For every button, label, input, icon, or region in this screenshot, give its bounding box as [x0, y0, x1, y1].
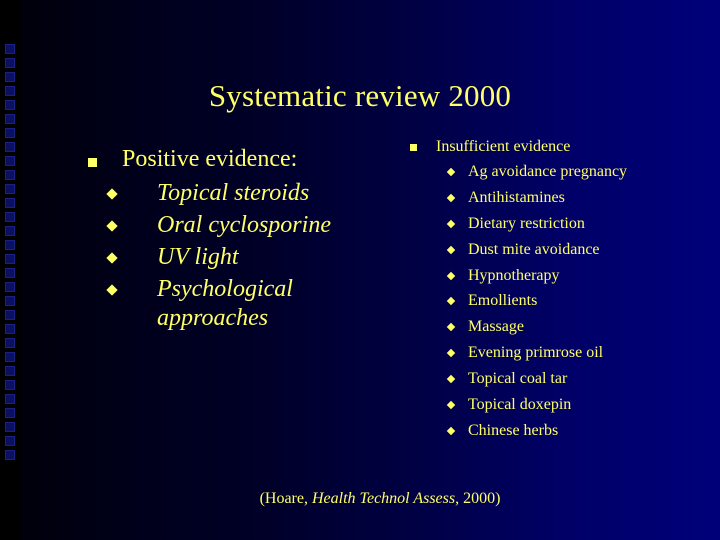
insufficient-evidence-item	[410, 367, 710, 393]
slide-title: Systematic review 2000	[208, 78, 512, 113]
square-bullet-icon	[88, 158, 97, 167]
side-square	[5, 142, 15, 152]
insufficient-evidence-item-label: Evening primrose oil	[468, 344, 604, 362]
diamond-bullet-icon	[447, 168, 455, 176]
positive-evidence-item-label: Oral cyclosporine	[157, 212, 331, 238]
insufficient-evidence-item-label: Topical coal tar	[468, 370, 568, 388]
positive-evidence-item-label: Topical steroids	[157, 180, 310, 206]
side-square	[5, 296, 15, 306]
insufficient-evidence-heading	[410, 136, 710, 160]
positive-evidence-item	[88, 272, 388, 333]
citation	[0, 490, 720, 508]
positive-evidence-item-label: Psychological approaches	[157, 276, 293, 331]
side-square	[5, 450, 15, 460]
diamond-bullet-icon	[106, 284, 117, 295]
insufficient-evidence-item-label: Dietary restriction	[468, 214, 585, 232]
insufficient-evidence-label: Insufficient evidence	[436, 138, 571, 155]
positive-evidence-item	[88, 208, 388, 240]
insufficient-evidence-item-label: Chinese herbs	[468, 421, 559, 439]
side-square	[5, 44, 15, 54]
insufficient-evidence-item-label: Massage	[468, 318, 524, 336]
side-square	[5, 268, 15, 278]
diamond-bullet-icon	[447, 323, 455, 331]
square-bullet-icon	[410, 144, 417, 151]
insufficient-evidence-item	[410, 160, 710, 186]
diamond-bullet-icon	[106, 188, 117, 199]
insufficient-evidence-item-label: Emollients	[468, 292, 538, 310]
insufficient-evidence-item-label: Antihistamines	[468, 188, 565, 206]
side-square	[5, 58, 15, 68]
diamond-bullet-icon	[447, 349, 455, 357]
positive-evidence-item	[88, 176, 388, 208]
diamond-bullet-icon	[447, 401, 455, 409]
insufficient-evidence-item	[410, 212, 710, 238]
side-square	[5, 226, 15, 236]
side-square	[5, 338, 15, 348]
diamond-bullet-icon	[447, 375, 455, 383]
side-square	[5, 254, 15, 264]
positive-evidence-heading	[88, 146, 388, 176]
insufficient-evidence-item-label: Dust mite avoidance	[468, 240, 600, 258]
side-square	[5, 128, 15, 138]
insufficient-evidence-item-label: Topical doxepin	[468, 396, 572, 414]
insufficient-evidence-item-label: Ag avoidance pregnancy	[468, 163, 628, 180]
insufficient-evidence-item	[410, 393, 710, 419]
insufficient-evidence-item	[410, 315, 710, 341]
insufficient-evidence-item-label: Hypnotherapy	[468, 266, 560, 284]
side-square	[5, 366, 15, 376]
side-square	[5, 170, 15, 180]
side-square	[5, 352, 15, 362]
side-square	[5, 310, 15, 320]
diamond-bullet-icon	[447, 245, 455, 253]
insufficient-evidence-item	[410, 264, 710, 290]
insufficient-evidence-item	[410, 238, 710, 264]
diamond-bullet-icon	[106, 220, 117, 231]
side-square	[5, 282, 15, 292]
diamond-bullet-icon	[447, 271, 455, 279]
side-square	[5, 240, 15, 250]
side-square	[5, 408, 15, 418]
side-square	[5, 212, 15, 222]
side-square	[5, 198, 15, 208]
positive-evidence-label: Positive evidence:	[122, 146, 298, 172]
side-square	[5, 394, 15, 404]
diamond-bullet-icon	[447, 194, 455, 202]
positive-evidence-item	[88, 240, 388, 272]
diamond-bullet-icon	[447, 297, 455, 305]
diamond-bullet-icon	[447, 427, 455, 435]
citation-journal: Health Technol Assess	[311, 490, 456, 507]
side-square	[5, 114, 15, 124]
side-square	[5, 324, 15, 334]
citation-suffix: , 2000)	[455, 490, 501, 507]
side-square	[5, 422, 15, 432]
diamond-bullet-icon	[106, 252, 117, 263]
positive-evidence-item-label: UV light	[157, 244, 239, 270]
side-square	[5, 380, 15, 390]
diamond-bullet-icon	[447, 220, 455, 228]
insufficient-evidence-item	[410, 341, 710, 367]
insufficient-evidence-column	[410, 136, 710, 445]
positive-evidence-column	[88, 146, 388, 333]
side-square	[5, 156, 15, 166]
insufficient-evidence-item	[410, 186, 710, 212]
insufficient-evidence-item	[410, 419, 710, 445]
side-square	[5, 436, 15, 446]
citation-prefix: (Hoare,	[259, 490, 312, 507]
insufficient-evidence-item	[410, 289, 710, 315]
side-square	[5, 184, 15, 194]
